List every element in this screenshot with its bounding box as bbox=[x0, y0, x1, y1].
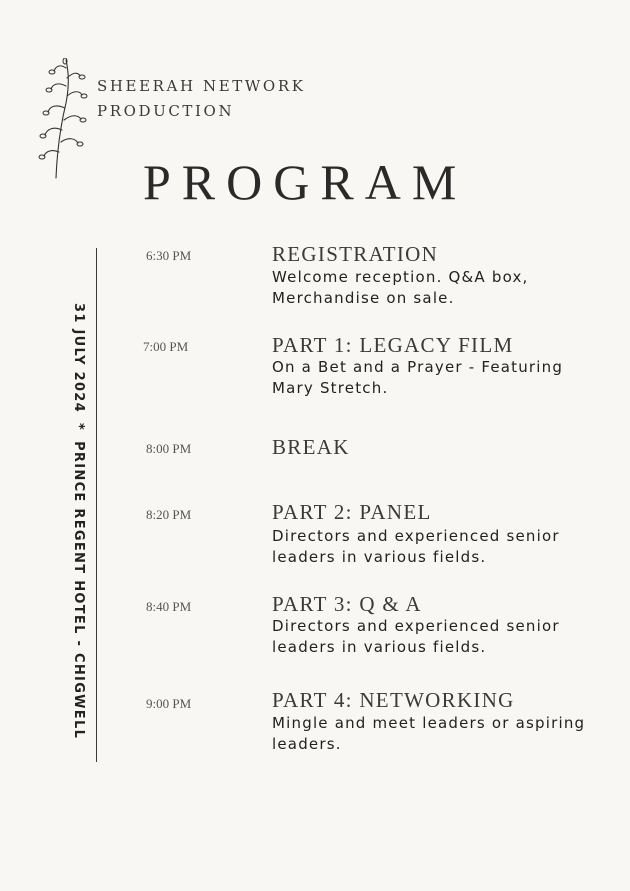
page-title: PROGRAM bbox=[143, 154, 468, 210]
event-date-venue bbox=[72, 303, 85, 739]
item-time: 9:00 PM bbox=[146, 696, 192, 711]
event-venue: PRINCE REGENT HOTEL - CHIGWELL bbox=[71, 441, 86, 740]
org-line-1: SHEERAH NETWORK bbox=[97, 77, 306, 95]
separator-star: * bbox=[71, 423, 86, 432]
item-description: Directors and experienced senior leaders in various fields. bbox=[272, 617, 560, 656]
org-line-2: PRODUCTION bbox=[97, 102, 235, 120]
item-time: 8:20 PM bbox=[146, 507, 192, 522]
item-title: PART 2: PANEL bbox=[272, 500, 432, 524]
organization-name bbox=[97, 74, 306, 124]
item-time: 8:00 PM bbox=[146, 441, 192, 456]
divider-line bbox=[96, 248, 97, 762]
item-time: 6:30 PM bbox=[146, 248, 192, 263]
item-time: 8:40 PM bbox=[146, 599, 192, 614]
item-title: REGISTRATION bbox=[272, 242, 439, 266]
item-title: PART 4: NETWORKING bbox=[272, 688, 515, 712]
leaf-sprig-icon bbox=[36, 58, 90, 180]
item-title: BREAK bbox=[272, 435, 350, 459]
item-description: Directors and experienced senior leaders in various fields. bbox=[272, 527, 560, 566]
event-date: 31 JULY 2024 bbox=[71, 303, 86, 413]
item-description: Mingle and meet leaders or aspiring leaders. bbox=[272, 714, 586, 753]
item-title: PART 1: LEGACY FILM bbox=[272, 333, 514, 357]
item-time: 7:00 PM bbox=[143, 339, 189, 354]
item-title: PART 3: Q & A bbox=[272, 592, 422, 616]
item-description: Welcome reception. Q&A box, Merchandise on sale. bbox=[272, 268, 529, 307]
item-description: On a Bet and a Prayer - Featuring Mary Stretch. bbox=[272, 358, 564, 397]
